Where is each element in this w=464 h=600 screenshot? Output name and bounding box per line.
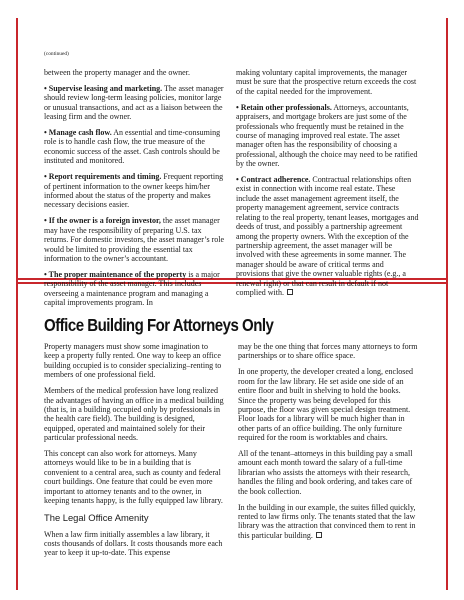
bullet-item — [44, 84, 227, 122]
bullet-lead: • Manage cash flow. — [44, 128, 112, 138]
bullet-item — [44, 270, 227, 308]
paragraph: This concept can also work for attorneys. Many attorneys would like to be in a building that is convenient to a central area, such as county and federal court buildings. One feature that could be even more important to attorney tenants and to the owner, in keeping tenants happy, is the fully equipped law library. — [44, 449, 223, 506]
article-column-bottom-left — [44, 342, 225, 564]
bullet-lead: • The proper maintenance of the property — [44, 269, 187, 279]
bullet-item — [44, 128, 227, 166]
bullet-lead: • Retain other professionals. — [236, 102, 332, 112]
article-column-top-right — [236, 68, 419, 304]
bullet-body: Frequent reporting of pertinent information to the owner keeps him/her informed about the status of the property and makes necessary decisions easier. — [44, 172, 224, 210]
bullet-body: Attorneys, accountants, appraisers, and mortgage brokers are just some of the professionals who frequently must be retained in the course of managing improved real estate. The asset manager often has the responsibility of choosing a professional, although the choice may need to be ratified by the owner. — [236, 102, 418, 169]
bullet-lead: • Contract adherence. — [236, 175, 311, 185]
paragraph: In one property, the developer created a long, enclosed room for the law library. He set aside one side of an entire floor and built in shelving to hold the books. Since the property was being developed for this purpose, the floor was given special design treatment. Floor loads for a library will be much higher than in other parts of an office building. The only furniture required for the room is worktables and chairs. — [238, 367, 413, 443]
bullet-item — [44, 216, 227, 263]
bullet-body: is a major responsibility of the asset manager. This includes overseeing a maintenance program and managing a capital improvements program. In — [44, 269, 220, 308]
article-headline: Office Building For Attorneys Only — [44, 315, 274, 335]
bullet-item — [236, 175, 419, 297]
left-border-rule — [16, 18, 18, 590]
paragraph: When a law firm initially assembles a law library, it costs thousands of dollars. It costs thousands more each year to keep it up-to-date. This expense — [44, 529, 223, 558]
bullet-body: Contractual relationships often exist in connection with income real estate. These include the asset management agreement itself, the property management agreement, service contracts relating to the real property, tenant leases, mortgages and deeds of trust, and possibly a partnership agreement among the property owners. With the exception of the partnership agreement, the asset manager will be involved with these agreements in some manner. The manager should be aware of critical terms and provisions that give the owner valuable rights (e.g., a renewal right) or that can result in default if not complied with. — [236, 175, 419, 297]
bullet-item — [44, 172, 227, 210]
article-column-bottom-right — [238, 342, 419, 547]
article-column-top-left — [44, 68, 227, 314]
bullet-body: the asset manager may have the responsibility of preparing U.S. tax returns. For domestic investors, the asset manager’s role would be limited to providing the essential tax information to the owner’s accountant. — [44, 216, 225, 263]
bullet-body: An essential and time-consuming role is to handle cash flow, the true measure of the economic success of the asset. Cash controls should be instituted and monitored. — [44, 128, 221, 166]
paragraph: may be the one thing that forces many attorneys to form partnerships or to share office space. — [238, 342, 418, 361]
paragraph: Members of the medical profession have long realized the advantages of having an office in a medical building (that is, in a building occupied only by professionals in the health care field). The building is designed, equipped, operated and maintained solely for their particular professional needs. — [44, 386, 224, 443]
paragraph-text: In the building in our example, the suites filled quickly, rented to law firms only. The tenants stated that the law library was the attraction that convinced them to rent in this particular building. — [238, 502, 416, 540]
end-of-article-icon — [287, 289, 293, 295]
right-border-rule — [446, 18, 448, 590]
paragraph: making voluntary capital improvements, the manager must be sure that the prospective return exceeds the cost of the capital needed for the improvement. — [236, 68, 417, 96]
bullet-lead: • Supervise leasing and marketing. — [44, 83, 163, 93]
paragraph: Property managers must show some imagination to keep a property fully rented. One way to keep an office building occupied is to consider specializing–renting to members of one professional field. — [44, 342, 222, 380]
continued-label: (continued) — [44, 51, 69, 57]
bullet-body: The asset manager should review long-term leasing policies, monitor large or unusual transactions, and act as a liaison between the leasing firm and the owner. — [44, 83, 224, 122]
section-subhead: The Legal Office Amenity — [44, 512, 149, 523]
bullet-item — [236, 103, 419, 169]
bullet-lead: • Report requirements and timing. — [44, 172, 162, 182]
end-of-article-icon — [316, 532, 322, 538]
paragraph: All of the tenant–attorneys in this building pay a small amount each month toward the salary of a full-time librarian who assists the attorneys with their research, handles the filing and book ordering, and takes care of the book collection. — [238, 449, 413, 496]
paragraph — [238, 503, 419, 541]
bullet-lead: • If the owner is a foreign investor, — [44, 216, 161, 226]
paragraph: between the property manager and the owner. — [44, 68, 190, 77]
